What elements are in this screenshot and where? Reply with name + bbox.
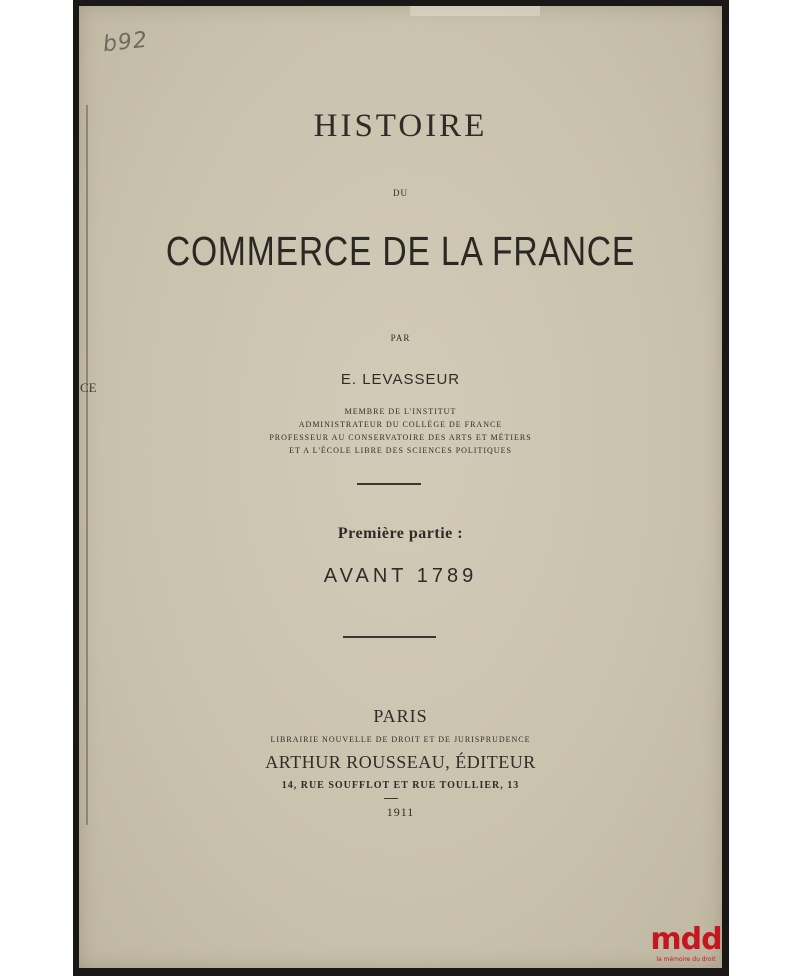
divider-rule [343,636,436,638]
imprint-year: 1911 [386,805,415,819]
tape-strip [410,6,540,16]
handwritten-shelf-mark: b92 [101,27,150,58]
author-credential: MEMBRE DE L'INSTITUT [344,407,457,416]
title-line-1: HISTOIRE [313,108,488,144]
title-line-2: COMMERCE DE LA FRANCE [165,228,636,274]
author-name: E. LEVASSEUR [340,371,461,388]
divider-rule [384,798,398,799]
divider-rule [357,483,421,485]
volume-period: AVANT 1789 [323,565,478,587]
author-credential: ET A L'ÉCOLE LIBRE DES SCIENCES POLITIQUES [289,446,512,455]
imprint-bookshop: LIBRAIRIE NOUVELLE DE DROIT ET DE JURISPRUDENCE [270,735,531,744]
imprint-address: 14, RUE SOUFFLOT ET RUE TOULLIER, 13 [281,780,520,791]
imprint-city: PARIS [373,706,428,726]
by-label: PAR [390,333,411,343]
logo-tagline: la mémoire du droit [656,956,716,963]
mdd-watermark-logo [646,924,726,964]
logo-mark: mdd [650,922,722,957]
imprint-publisher: ARTHUR ROUSSEAU, ÉDITEUR [265,752,536,772]
title-page [79,6,722,968]
title-connector: DU [393,188,408,198]
volume-part: Première partie : [337,525,464,542]
author-credential: PROFESSEUR AU CONSERVATOIRE DES ARTS ET MÉTIERS [269,433,532,442]
spine-fragment: CE [80,380,97,395]
author-credential: ADMINISTRATEUR DU COLLÈGE DE FRANCE [298,420,503,429]
